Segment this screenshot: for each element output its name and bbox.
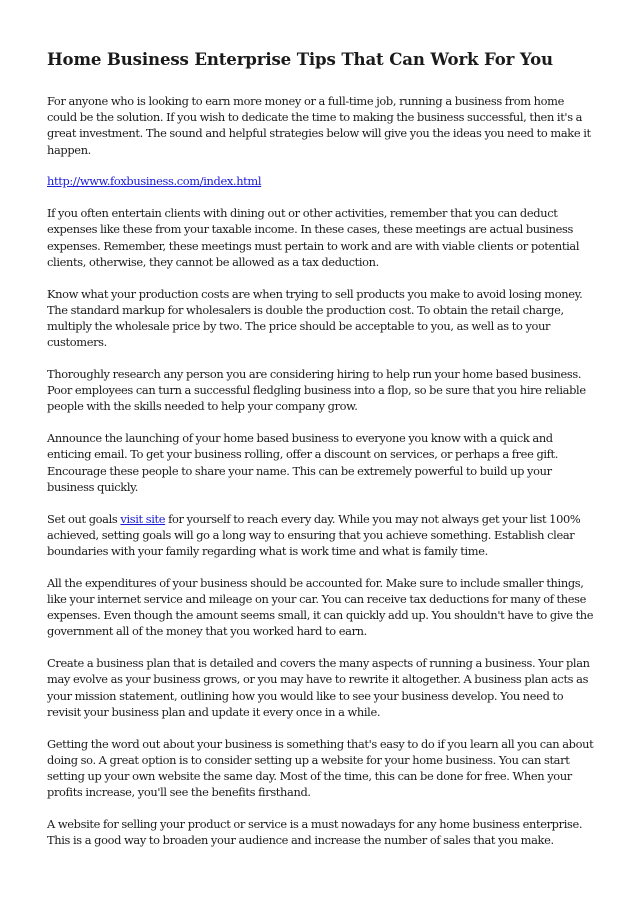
intro-paragraph: For anyone who is looking to earn more money or a full-time job, running a business from home could be the solution. If you wish to dedicate the time to making the business successful, then it's a great investment. The sound and helpful strategies below will give you the ideas you need to make it happen. [47, 94, 591, 157]
url-paragraph [47, 173, 595, 189]
page-title: Home Business Enterprise Tips That Can Work For You [47, 49, 553, 69]
hiring-paragraph: Thoroughly research any person you are considering hiring to help run your home based business. Poor employees can turn a successful fledgling business into a flop, so be sure that you hire reliable people with the skills needed to help your company grow. [47, 367, 586, 414]
business-plan-paragraph: Create a business plan that is detailed and covers the many aspects of running a business. Your plan may evolve as your business grows, or you may have to rewrite it altogether. A business plan acts as your mission statement, outlining how you would like to see your business develop. You need to revisit your business plan and update it every once in a while. [47, 656, 590, 719]
website-paragraph: A website for selling your product or service is a must nowadays for any home business enterprise. This is a good way to broaden your audience and increase the number of sales that you make. [47, 817, 583, 848]
word-out-paragraph: Getting the word out about your business is something that's easy to do if you learn all you can about doing so. A great option is to consider setting up a website for your home business. You can start setting up your own website the same day. Most of the time, this can be done for free. When your profits increase, you'll see the benefits firsthand. [47, 736, 594, 800]
goals-paragraph [47, 511, 595, 560]
expenditures-paragraph: All the expenditures of your business should be accounted for. Make sure to include smaller things, like your internet service and mileage on your car. You can receive tax deductions for many of these expenses. Even though the amount seems small, it can quickly add up. You shouldn't have to give the government all of the money that you worked hard to earn. [47, 575, 594, 639]
visit-site-link[interactable]: visit site [120, 511, 166, 526]
document-page [47, 46, 595, 864]
goals-text-start: Set out goals [47, 511, 121, 526]
clients-paragraph: If you often entertain clients with dining out or other activities, remember that you can deduct expenses like these from your taxable income. In these cases, these meetings are actual business expenses. Remember, these meetings must pertain to work and are with viable clients or potential clients, otherwise, they cannot be allowed as a tax deduction. [47, 206, 580, 269]
goals-text-end: for yourself to reach every day. While you may not always get your list 100% achieved, setting goals will go a long way to ensuring that you achieve something. Establish clear boundaries with your family regarding what is work time and what is family time. [47, 511, 581, 559]
announce-paragraph: Announce the launching of your home based business to everyone you know with a quick and enticing email. To get your business rolling, offer a discount on services, or perhaps a free gift. Encourage these people to share your name. This can be extremely powerful to build up your business quickly. [47, 431, 559, 494]
costs-paragraph: Know what your production costs are when trying to sell products you make to avoid losing money. The standard markup for wholesalers is double the production cost. To obtain the retail charge, multiply the wholesale price by two. The price should be acceptable to you, as well as to your customers. [47, 286, 583, 350]
foxbusiness-link[interactable]: http://www.foxbusiness.com/index.html [47, 174, 262, 189]
